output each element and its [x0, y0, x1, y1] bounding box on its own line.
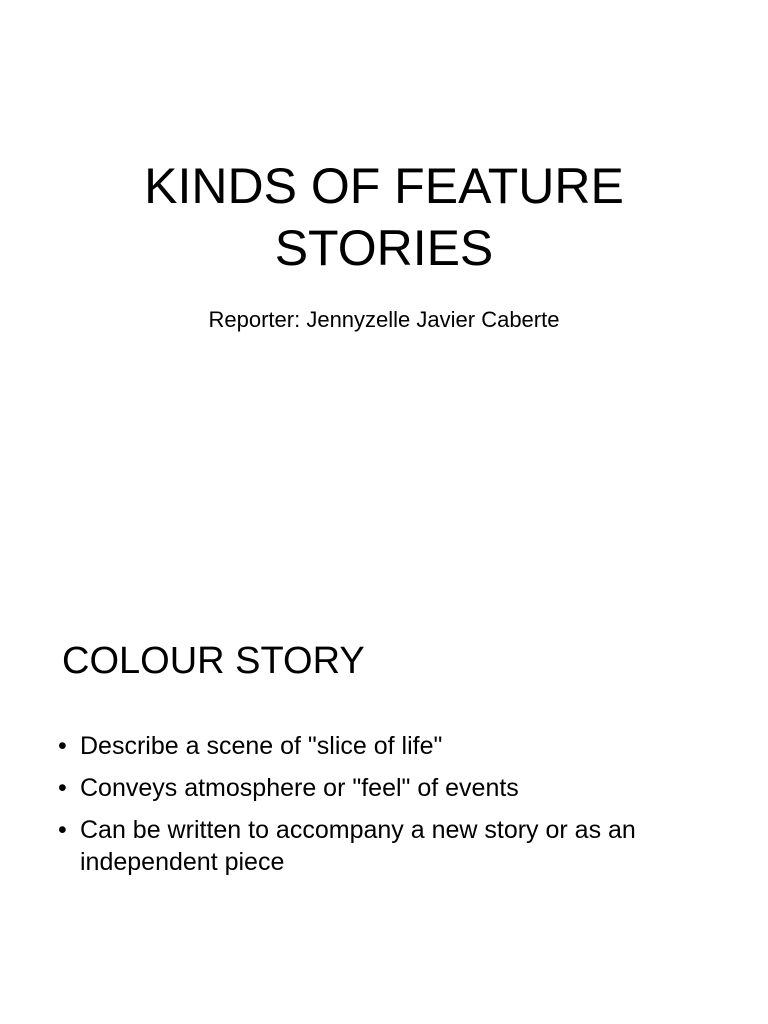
- bullet-item: [58, 730, 728, 762]
- slide-title-line-1: KINDS OF FEATURE: [144, 158, 624, 214]
- bullet-text: Can be written to accompany a new story or as an independent piece: [80, 816, 636, 876]
- content-slide: [0, 512, 768, 1024]
- section-heading: COLOUR STORY: [62, 640, 365, 682]
- slide-title-line-2: STORIES: [274, 220, 494, 276]
- bullet-text: Conveys atmosphere or "feel" of events: [80, 774, 519, 802]
- bullet-item: [58, 814, 728, 878]
- slide-title: [40, 155, 728, 279]
- bullet-item: [58, 772, 728, 804]
- bullet-list: [58, 730, 728, 888]
- bullet-icon: •: [58, 816, 67, 844]
- bullet-icon: •: [58, 774, 67, 802]
- bullet-text: Describe a scene of "slice of life": [80, 732, 443, 760]
- bullet-icon: •: [58, 732, 67, 760]
- slide-subtitle: Reporter: Jennyzelle Javier Caberte: [208, 307, 560, 332]
